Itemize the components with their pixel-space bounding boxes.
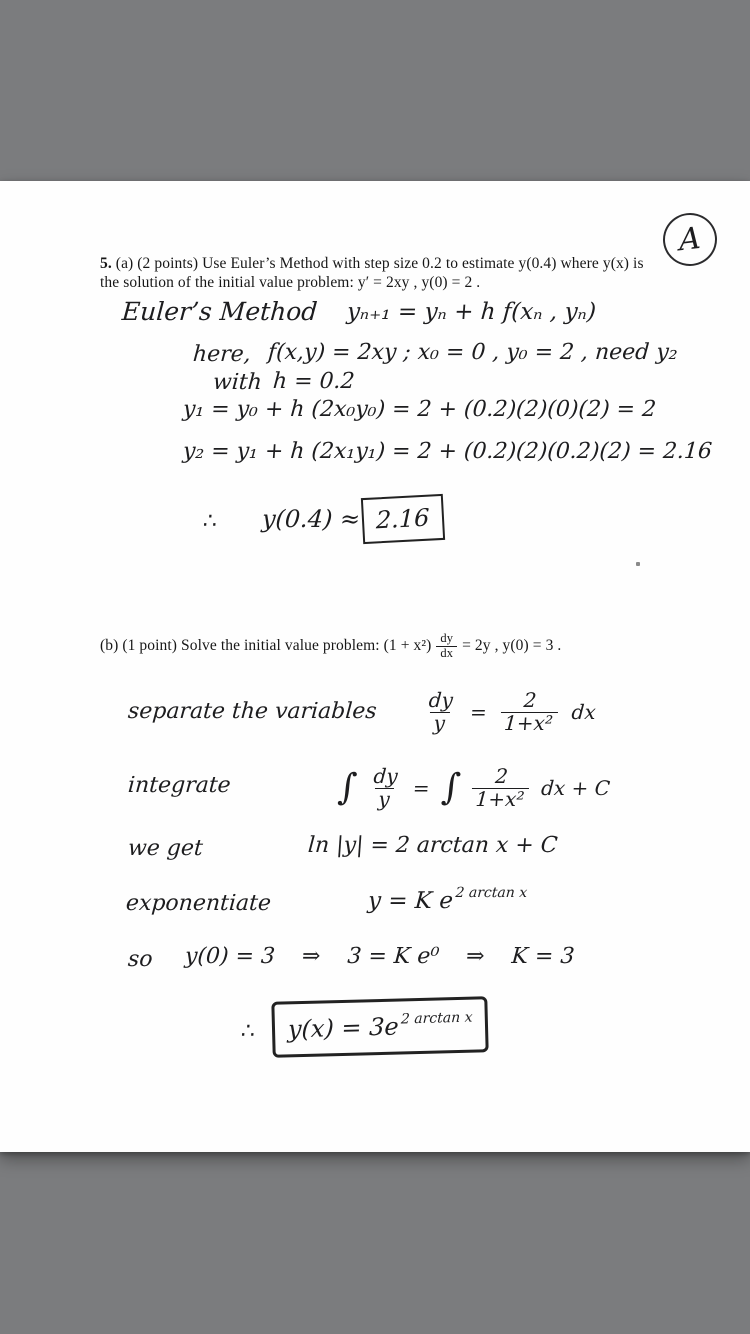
step2-math [336,759,612,817]
step1-f1-num: dy [428,687,454,712]
euler-method-label: Euler’s Method [120,297,319,326]
work-a-method-row [122,297,596,326]
step2-fraction-dy-y [367,763,402,811]
conclusion-a: y(0.4) ≈ [261,505,362,533]
step2-equals: = [412,776,431,800]
step5-math [184,944,575,969]
step2-f1-den: y [374,788,395,811]
step1-dx: dx [570,700,597,724]
implies-arrow-1: ⇒ [301,944,322,969]
step2-label: integrate [127,773,232,798]
step2-fraction-2-1x2 [471,763,531,811]
step2-integral2: ∫ [440,766,462,808]
step1-f2-den: 1+x² [499,712,557,735]
step4-exponent: 2 arctan x [455,885,528,901]
problem-a-line1-text: (a) (2 points) Use Euler’s Method with step size 0.2 to estimate y(0.4) where y(x) is [111,255,644,272]
step2-f2-den: 1+x² [471,788,529,811]
setup-line: f(x,y) = 2xy ; x₀ = 0 , y₀ = 2 , need y₂ [267,340,679,365]
problem-b-frac-num: dy [440,631,454,645]
boxed-answer-a-value: 2.16 [376,503,430,535]
y2-computation: y₂ = y₁ + h (2x₁y₁) = 2 + (0.2)(2)(0.2)(2) = 2.16 [182,439,713,464]
step2-integral1: ∫ [336,766,359,808]
final-base: y(x) = 3e [287,1012,400,1044]
step5-evaluation: 3 = K e⁰ [346,944,441,969]
boxed-answer-a [361,494,445,544]
step1-fraction-2-1x2 [499,687,559,735]
problem-b-suffix: = 2y , y(0) = 3 . [462,637,562,654]
problem-b-line [100,626,561,666]
problem-a-number: 5. [100,255,112,272]
problem-b-frac-den: dx [436,646,457,661]
step3-equation: ln |y| = 2 arctan x + C [307,833,559,858]
step4-base: y = K e [367,888,454,914]
y1-computation: y₁ = y₀ + h (2x₀y₀) = 2 + (0.2)(2)(0)(2) = 2 [182,397,657,422]
therefore-symbol-a: ∴ [202,509,218,534]
with-label: with [212,370,263,395]
grade-letter: A [678,220,702,259]
step1-f2-num: 2 [522,687,538,712]
step1-label: separate the variables [127,699,378,724]
step1-math [422,684,598,740]
step5-initial-condition: y(0) = 3 [184,944,276,969]
grade-mark-circle [660,210,720,269]
boxed-answer-b [271,996,488,1058]
step2-f1-num: dy [372,763,399,788]
step4-equation [367,885,528,914]
final-exponent: 2 arctan x [400,1009,473,1028]
step-size-value: h = 0.2 [272,369,356,394]
step5-label: so [127,947,154,972]
step5-k-value: K = 3 [510,944,576,969]
problem-a-line2 [100,274,480,292]
here-label: here, [192,342,252,367]
step1-fraction-dy-y [422,687,457,735]
answer-sheet-page [0,181,750,1152]
step1-f1-den: y [429,712,450,735]
therefore-symbol-b: ∴ [240,1019,256,1044]
step2-dx-plus-c: dx + C [540,776,611,800]
problem-b-prefix: (b) (1 point) Solve the initial value problem: (1 + x²) [100,637,432,654]
boxed-answer-b-value [287,1011,472,1044]
step2-f2-num: 2 [494,763,509,788]
problem-a-line1 [100,255,644,273]
step3-label: we get [127,836,204,861]
step1-equals: = [469,700,488,724]
stray-mark [636,562,640,566]
euler-recurrence-formula: yₙ₊₁ = yₙ + h f(xₙ , yₙ) [346,298,598,325]
step4-label: exponentiate [125,891,272,916]
implies-arrow-2: ⇒ [465,944,486,969]
problem-a-line2-text: the solution of the initial value problem: y′ = 2xy , y(0) = 2 . [100,274,481,291]
problem-b-fraction [436,632,457,660]
